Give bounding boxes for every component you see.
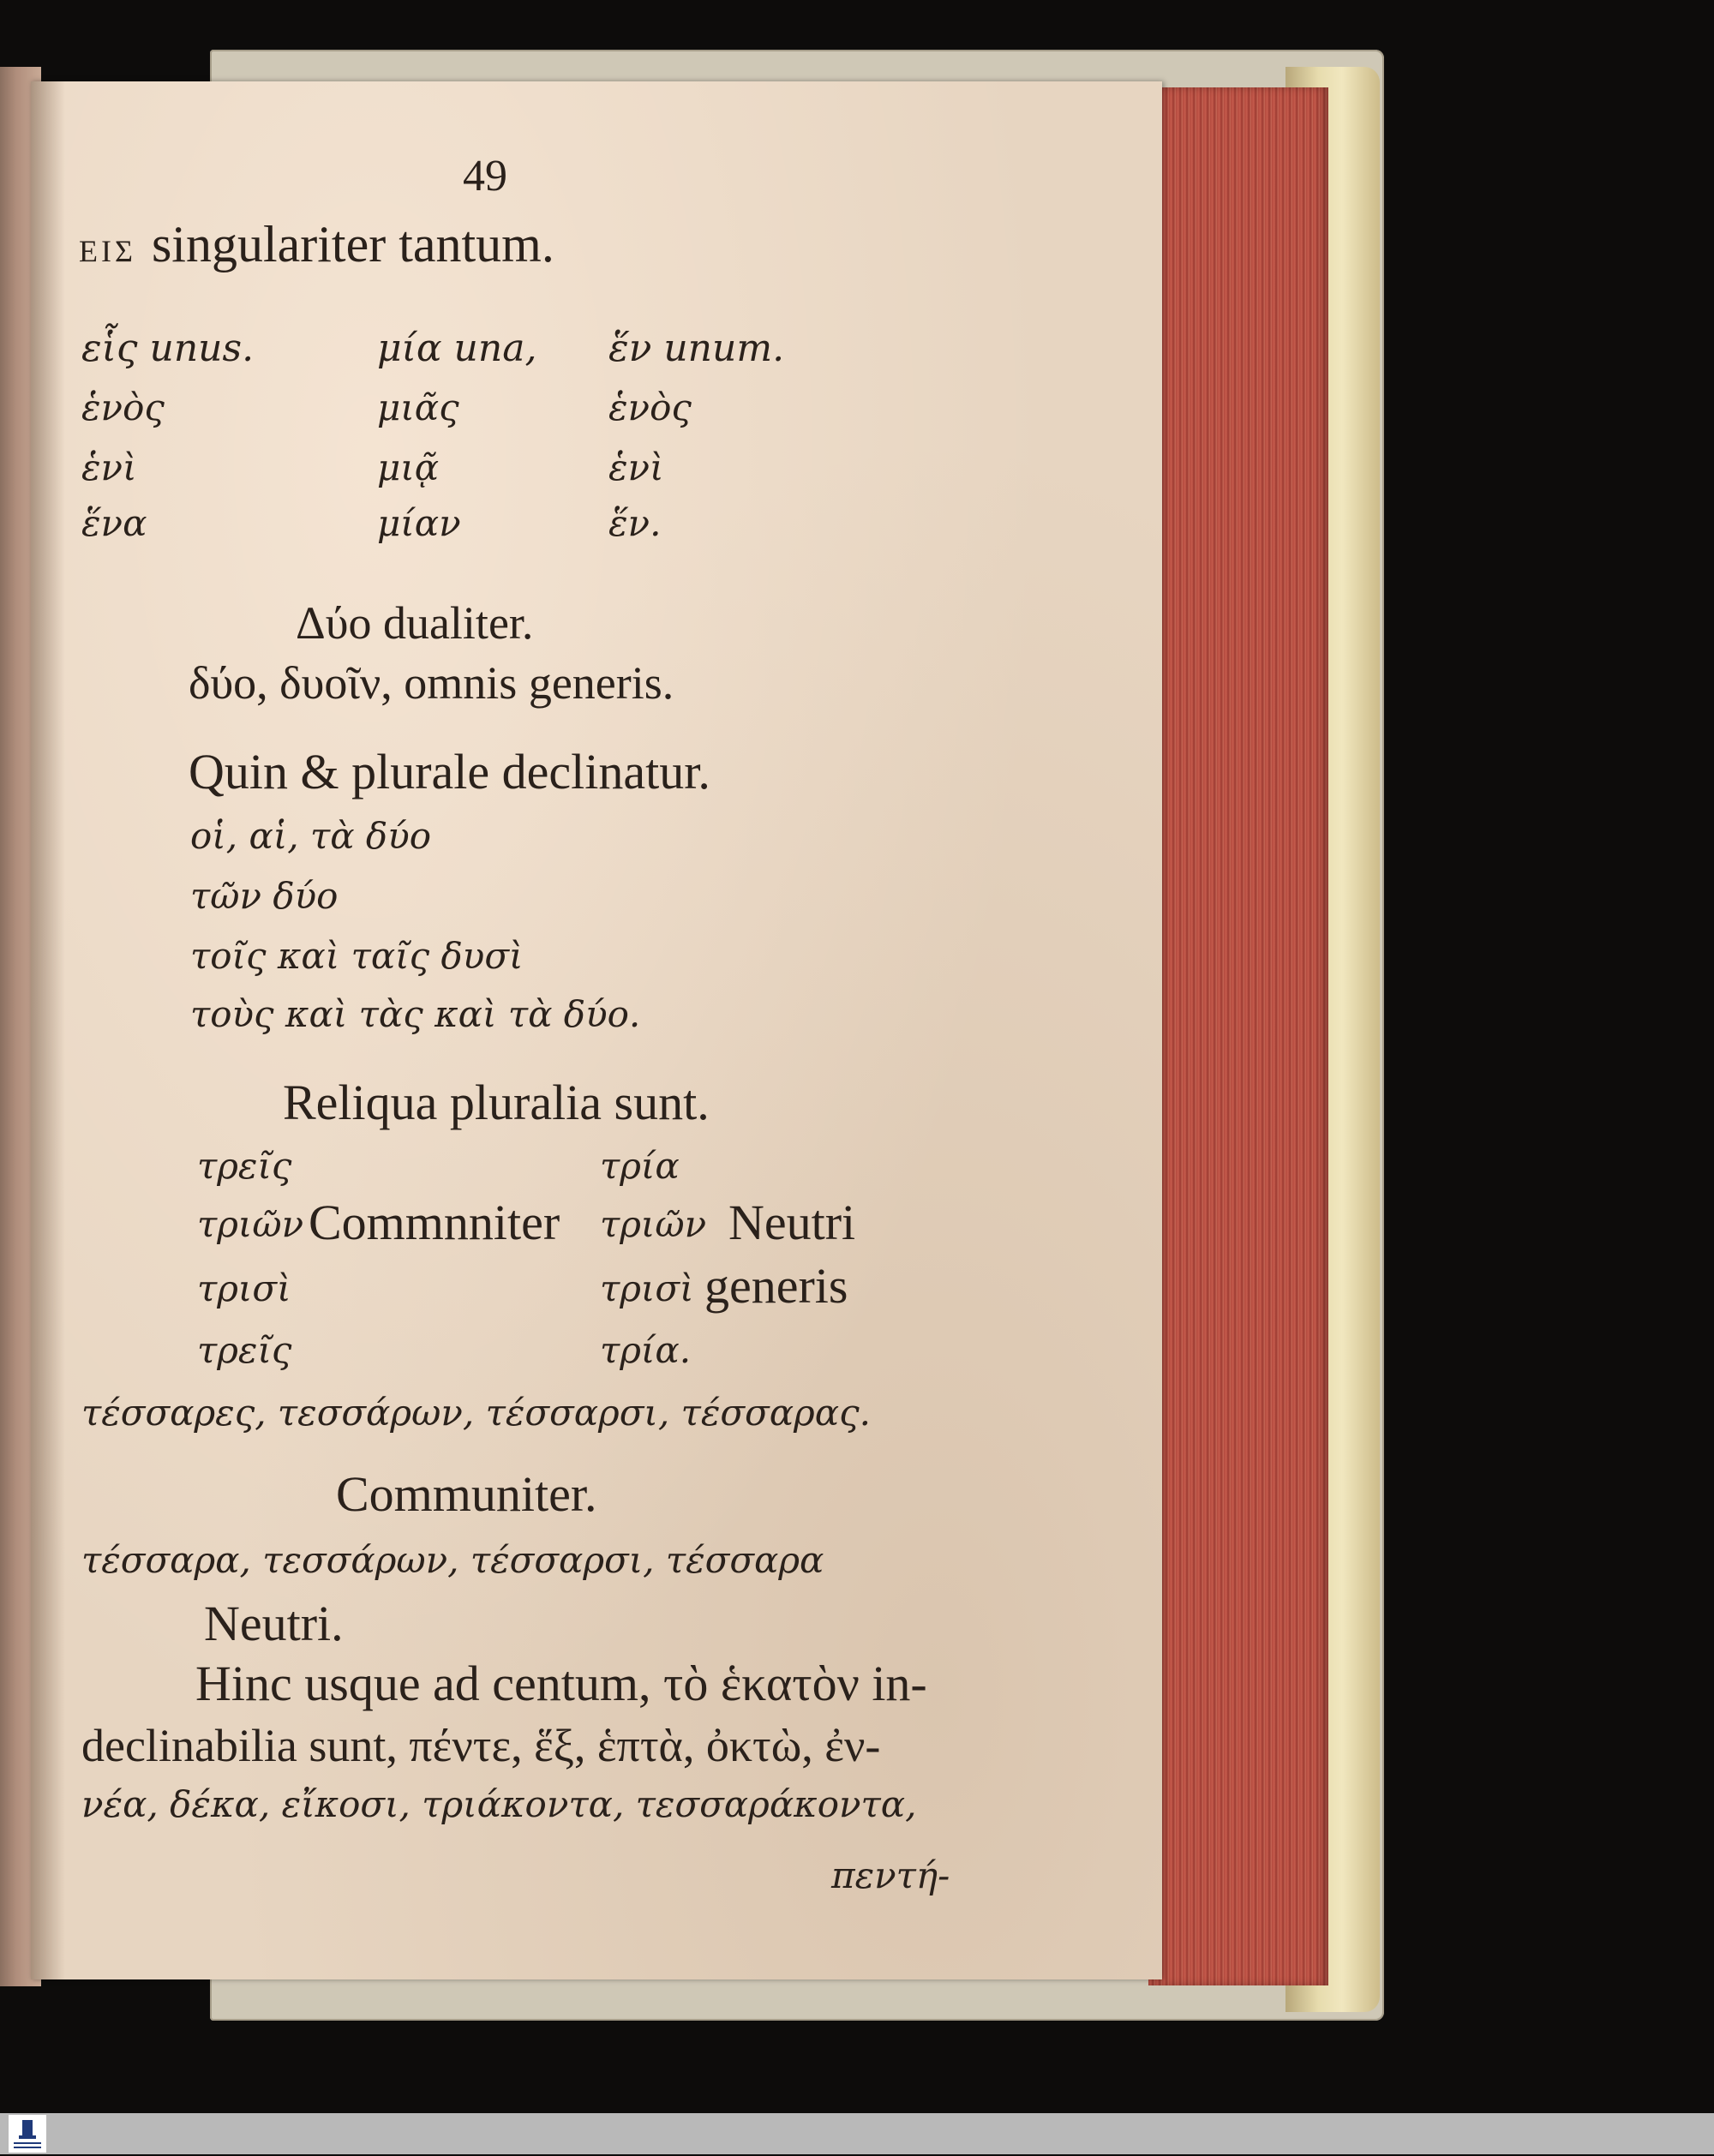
paragraph-line: Hinc usque ad centum, τὸ ἑκατὸν in-	[195, 1656, 927, 1711]
table-cell: τρισὶ	[197, 1267, 291, 1309]
tessares-line: τέσσαρες, τεσσάρων, τέσσαρσι, τέσσαρας.	[81, 1392, 871, 1434]
table-cell: τρία.	[600, 1329, 692, 1371]
viewer-footer-bar	[0, 2113, 1714, 2154]
library-logo-icon-graphic	[9, 2115, 46, 2153]
table-cell: μία una,	[377, 326, 537, 370]
plural-line: τοὺς καὶ τὰς καὶ τὰ δύο.	[190, 993, 641, 1035]
heading-caps: ΕΙΣ	[79, 234, 136, 268]
table-cell: ἑνὸς	[81, 386, 165, 428]
table-cell: τρεῖς	[197, 1145, 292, 1187]
table-cell: εἷς unus.	[81, 326, 255, 370]
table-cell: ἑνὶ	[608, 446, 664, 488]
section-heading	[79, 216, 554, 272]
library-logo-icon	[9, 2115, 46, 2153]
red-fore-edge	[1148, 87, 1328, 1985]
paragraph-line: νέα, δέκα, εἴκοσι, τριάκοντα, τεσσαράκοντα,	[81, 1783, 917, 1825]
table-cell: Commnniter	[309, 1195, 560, 1250]
table-cell: μιᾶς	[377, 386, 459, 428]
table-cell: τρία	[600, 1145, 680, 1187]
reliqua-heading: Reliqua pluralia sunt.	[283, 1075, 710, 1130]
page-number: 49	[463, 152, 507, 201]
table-cell: generis	[704, 1258, 848, 1314]
gutter-shadow	[31, 81, 65, 1979]
table-cell: ἕνα	[81, 502, 147, 544]
table-cell: τρεῖς	[197, 1329, 292, 1371]
table-cell: ἕν unum.	[608, 326, 785, 370]
table-cell: μίαν	[377, 502, 461, 544]
table-cell: ἑνὶ	[81, 446, 137, 488]
table-cell: μιᾷ	[377, 446, 440, 488]
table-cell: Neutri	[728, 1195, 856, 1250]
plural-heading: Quin & plurale declinatur.	[189, 744, 710, 800]
plural-line: τοῖς καὶ ταῖς δυσὶ	[190, 935, 524, 977]
communiter-heading: Communiter.	[336, 1466, 597, 1522]
catchword: πεντή-	[831, 1854, 950, 1896]
plural-line: τῶν δύο	[190, 875, 339, 917]
table-cell: τριῶν	[600, 1203, 707, 1245]
heading-text: singulariter tantum.	[151, 216, 554, 272]
table-cell: τριῶν	[197, 1203, 304, 1245]
duo-line: δύο, δυοῖν, omnis generis.	[189, 657, 674, 709]
table-cell: τρισὶ	[600, 1267, 694, 1309]
table-cell: ἑνὸς	[608, 386, 692, 428]
neutri-label: Neutri.	[204, 1596, 344, 1651]
paragraph-line: declinabilia sunt, πέντε, ἕξ, ἑπτὰ, ὀκτὼ, ἐν-	[81, 1720, 881, 1771]
duo-heading: Δύο dualiter.	[296, 597, 534, 649]
plural-line: οἱ, αἱ, τὰ δύο	[190, 815, 432, 857]
tessara-line: τέσσαρα, τεσσάρων, τέσσαρσι, τέσσαρα	[81, 1539, 824, 1581]
table-cell: ἕν.	[608, 502, 662, 544]
